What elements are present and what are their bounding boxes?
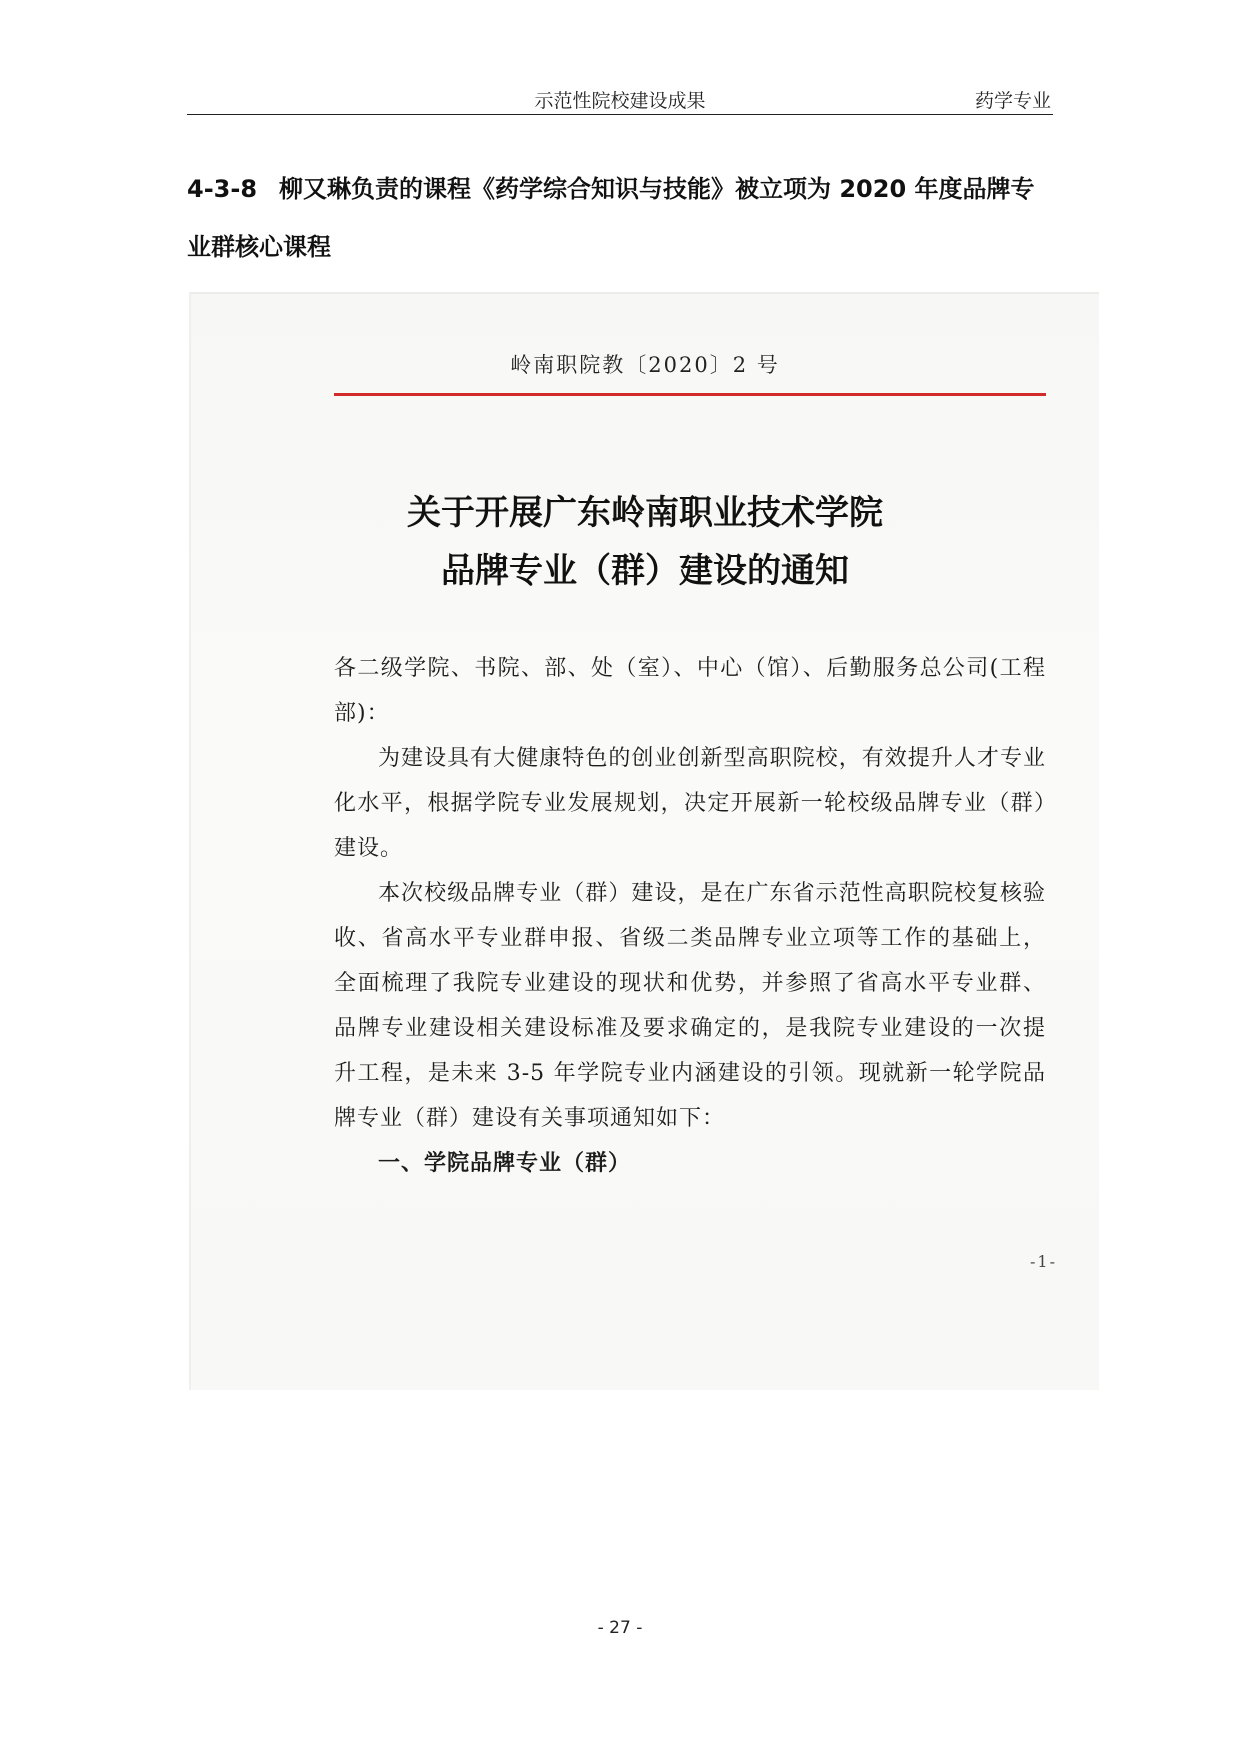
section-title-line1 bbox=[187, 160, 1053, 218]
paragraph-2: 本次校级品牌专业（群）建设，是在广东省示范性高职院校复核验收、省高水平专业群申报、省级二类品牌专业立项等工作的基础上，全面梳理了我院专业建设的现状和优势，并参照了省高水平专业群、品牌专业建设相关建设标准及要求确定的，是我院专业建设的一次提升工程，是未来 3-5 年学院专业内涵建设的引领。现就新一轮学院品牌专业（群）建设有关事项通知如下： bbox=[334, 881, 1046, 1131]
paragraph-1: 为建设具有大健康特色的创业创新型高职院校，有效提升人才专业化水平，根据学院专业发展规划，决定开展新一轮校级品牌专业（群）建设。 bbox=[334, 746, 1046, 861]
section-number: 4-3-8 bbox=[187, 175, 258, 203]
page-number: - 27 - bbox=[597, 1618, 643, 1638]
section-title bbox=[187, 160, 1053, 276]
section-title-text: 柳又琳负责的课程《药学综合知识与技能》被立项为 2020 年度品牌专 bbox=[279, 175, 1035, 203]
notice-body bbox=[334, 646, 1046, 1186]
scan-page-number: -1- bbox=[1030, 1252, 1057, 1271]
section-title-line2: 业群核心课程 bbox=[187, 233, 331, 261]
scanned-notice-image bbox=[189, 292, 1099, 1390]
notice-title-line2: 品牌专业（群）建设的通知 bbox=[441, 551, 849, 591]
header-title: 示范性院校建设成果 bbox=[534, 90, 706, 112]
notice-title bbox=[191, 484, 1099, 600]
salutation: 各二级学院、书院、部、处（室）、中心（馆）、后勤服务总公司(工程部)： bbox=[334, 656, 1046, 726]
header-subject: 药学专业 bbox=[974, 90, 1051, 112]
document-number: 岭南职院教〔2020〕2 号 bbox=[510, 353, 780, 377]
running-header bbox=[187, 86, 1053, 115]
section-heading: 一、学院品牌专业（群） bbox=[378, 1151, 632, 1176]
red-header-rule bbox=[334, 393, 1046, 396]
notice-title-line1: 关于开展广东岭南职业技术学院 bbox=[407, 493, 883, 533]
